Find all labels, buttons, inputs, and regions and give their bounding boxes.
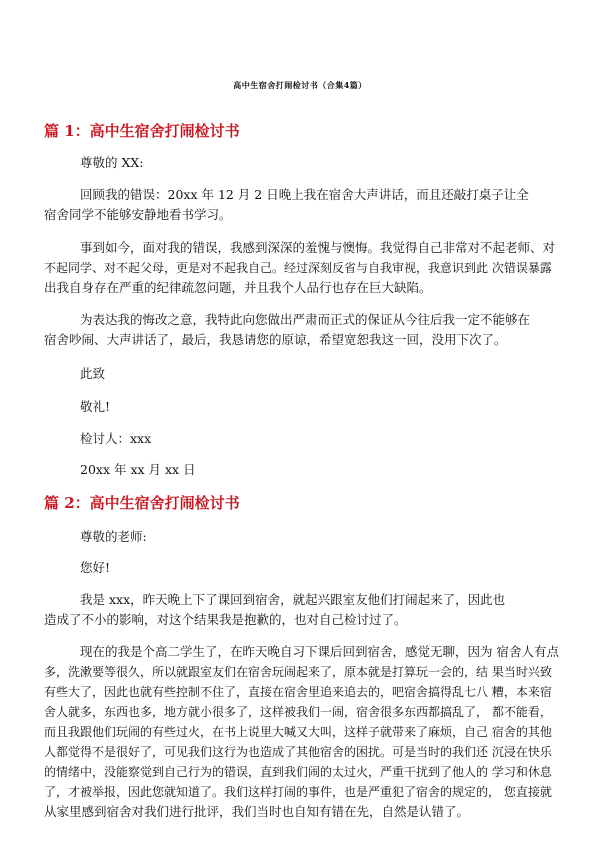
paragraph-line: 舍人就多，东西也多，地方就小很多了，这样被我们一闹，宿舍很多东西都搞乱了， 都不能看， (44, 705, 552, 719)
paragraph-line: 多，洗漱要等很久，所以就跟室友们在宿舍玩闹起来了，原本就是打算玩一会的，结 果当时兴致 (44, 665, 552, 679)
paragraph-line: 人都觉得不是很好了，可见我们这行为也造成了其他宿舍的困扰。可是当时的我们还 沉浸在快乐 (44, 745, 552, 759)
paragraph-line: 宿舍吵闹、大声讲话了，最后，我恳请您的原谅，希望宽恕我这一回，没用下次了。 (44, 332, 507, 347)
paragraph-line: 的情绪中，没能察觉到自己行为的错误，直到我们闹的太过火，严重干扰到了他人的 学习和休息 (44, 765, 552, 779)
paragraph-line: 造成了不小的影响，对这个结果我是抱歉的，也对自己检讨过了。 (44, 612, 407, 627)
date-line: 20xx 年 xx 月 xx 日 (80, 462, 196, 477)
salutation: 尊敬的老师: (80, 529, 147, 544)
paragraph-line: 了，才被举报，因此您就知道了。我们这样打闹的事件，也是严重犯了宿舍的规定的， 您直接就 (44, 785, 552, 799)
closing-line: 此致 (80, 366, 106, 381)
paragraph-line: 不起同学、对不起父母，更是对不起我自己。经过深刻反省与自我审视，我意识到此 次错误暴露 (44, 261, 552, 275)
document-title: 高中生宿舍打闹检讨书（合集4篇） (233, 80, 367, 90)
signature-line: 检讨人：xxx (80, 431, 152, 446)
section-2-heading: 篇 2：高中生宿舍打闹检讨书 (44, 494, 240, 512)
paragraph-line: 回顾我的错误：20xx 年 12 月 2 日晚上我在宿舍大声讲话，而且还敲打桌子让全 (80, 187, 529, 202)
paragraph-line: 从家里感到宿舍对我们进行批评，我们当时也自知有错在先，自然是认错了。 (44, 804, 470, 819)
paragraph-line: 事到如今，面对我的错误，我感到深深的羞愧与懊悔。我觉得自己非常对不起老师、对 (80, 240, 556, 255)
paragraph-line: 为表达我的悔改之意，我特此向您做出严肃而正式的保证从今往后我一定不能够在 (80, 312, 531, 327)
paragraph-line: 而且我跟他们玩闹的有些过火，在书上说里大喊又大叫，这样子就带来了麻烦，自己 宿舍的其他 (44, 725, 552, 739)
closing-line: 敬礼! (80, 399, 111, 414)
salutation: 尊敬的 XX: (80, 155, 144, 170)
paragraph-line: 宿舍同学不能够安静地看书学习。 (44, 207, 232, 222)
paragraph-line: 我是 xxx，昨天晚上下了课回到宿舍，就起兴跟室友他们打闹起来了，因此也 (80, 592, 506, 607)
paragraph-line: 现在的我是个高二学生了，在昨天晚自习下课后回到宿舍，感觉无聊，因为 宿舍人有点 (80, 644, 559, 659)
paragraph-line: 有些大了，因此也就有些控制不住了，直接在宿舍里追来追去的，吧宿舍搞得乱七八 糟，本来宿 (44, 685, 552, 699)
greeting: 您好! (80, 560, 111, 575)
paragraph-line: 出我自身存在严重的纪律疏忽问题，并且我个人品行也存在巨大缺陷。 (44, 280, 432, 295)
section-1-heading: 篇 1：高中生宿舍打闹检讨书 (44, 122, 240, 140)
